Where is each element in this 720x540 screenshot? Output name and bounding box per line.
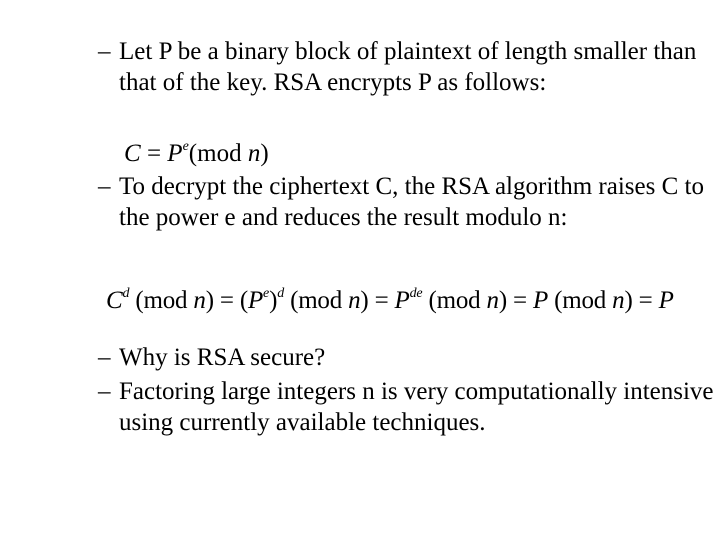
bullet-dash: –	[98, 38, 111, 65]
eq-symbol-C: C	[106, 287, 123, 314]
eq-symbol-P: P	[394, 287, 410, 314]
bullet-factoring	[98, 376, 719, 438]
eq-close-paren: )	[260, 140, 269, 167]
eq-symbol-C: C	[124, 140, 141, 167]
eq-close-paren: )	[269, 287, 278, 314]
eq-exponent-d: d	[122, 286, 130, 301]
eq-symbol-P: P	[658, 287, 674, 314]
eq-exponent-e: e	[263, 286, 270, 301]
eq-equals: =	[632, 287, 659, 314]
eq-equals: =	[213, 287, 240, 314]
eq-mod-open: (mod	[129, 287, 194, 314]
eq-mod-open: (mod	[422, 287, 487, 314]
eq-exponent-e: e	[182, 139, 189, 154]
eq-mod-open: (mod	[188, 140, 248, 167]
bullet-text: To decrypt the ciphertext C, the RSA algorithm raises C to the power e and reduces the result modulo n:	[119, 173, 704, 231]
bullet-dash: –	[98, 344, 111, 371]
eq-mod-open: (mod	[548, 287, 613, 314]
bullet-text: Let P be a binary block of plaintext of length smaller than that of the key. RSA encrypts P as follows:	[119, 38, 697, 96]
eq-close-paren: )	[498, 287, 507, 314]
eq-mod-open: (mod	[284, 287, 349, 314]
eq-equals: =	[506, 287, 533, 314]
eq-equals: =	[140, 140, 168, 167]
eq-symbol-P: P	[532, 287, 549, 314]
eq-close-paren: )	[205, 287, 214, 314]
eq-symbol-n: n	[612, 287, 625, 314]
eq-exponent-de: de	[409, 286, 423, 301]
eq-symbol-n: n	[348, 287, 361, 314]
eq-close-paren: )	[360, 287, 369, 314]
bullet-text: Factoring large integers n is very computationally intensive using currently available techniques.	[119, 378, 714, 436]
bullet-dash: –	[98, 378, 111, 405]
equation-decrypt	[106, 286, 674, 316]
eq-equals: =	[368, 287, 395, 314]
eq-exponent-d: d	[277, 286, 285, 301]
eq-symbol-n: n	[193, 287, 206, 314]
bullet-encrypt	[98, 36, 719, 98]
equation-encrypt	[124, 139, 269, 169]
eq-open-paren: (	[239, 287, 248, 314]
bullet-decrypt	[98, 171, 719, 233]
eq-symbol-P: P	[167, 140, 183, 167]
eq-symbol-P: P	[247, 287, 264, 314]
bullet-dash: –	[98, 173, 111, 200]
eq-close-paren: )	[624, 287, 633, 314]
eq-symbol-n: n	[486, 287, 499, 314]
bullet-why-secure	[98, 342, 719, 373]
bullet-text: Why is RSA secure?	[119, 344, 326, 371]
eq-symbol-n: n	[247, 140, 261, 167]
